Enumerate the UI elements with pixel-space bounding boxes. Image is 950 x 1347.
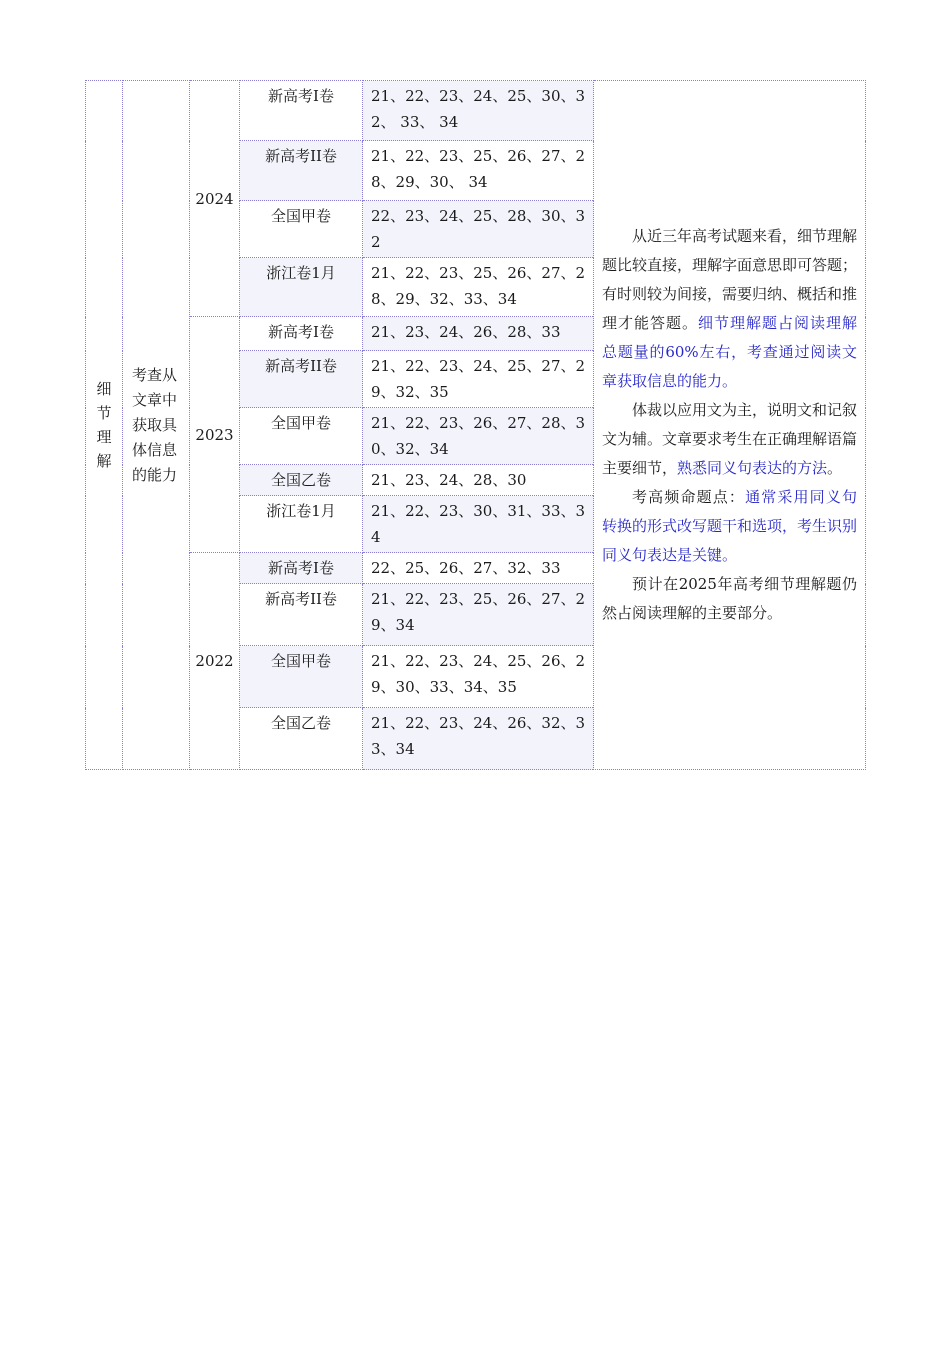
paper-name: 全国甲卷: [240, 646, 363, 708]
paper-name: 新高考I卷: [240, 317, 363, 351]
question-list: 21、22、23、25、26、27、29、34: [363, 584, 594, 646]
question-list: 21、22、23、26、27、28、30、32、34: [363, 408, 594, 465]
analysis-text: 体裁以应用文为主，说明文和记叙文为辅。文章要求考生在正确理解语篇主要细节，: [602, 401, 858, 477]
analysis-paragraph-1: [602, 222, 857, 396]
question-list: 21、22、23、24、25、27、29、32、35: [363, 351, 594, 408]
question-list: 21、22、23、25、26、27、28、29、32、33、34: [363, 258, 594, 317]
analysis-text: 预计在2025年高考细节理解题仍然占阅读理解的主要部分。: [602, 575, 857, 622]
paper-name: 新高考II卷: [240, 351, 363, 408]
analysis-highlight: 细节理解题占阅读理解总题量的60%左右，考查通过阅读文章获取信息的能力。: [602, 314, 857, 390]
table-row: [86, 81, 866, 141]
analysis-highlight: 通常采用同义句转换的形式改写题干和选项，考生识别同义句表达是关键。: [602, 488, 858, 564]
analysis-paragraph-3: [602, 483, 857, 570]
question-list: 21、23、24、26、28、33: [363, 317, 594, 351]
exam-analysis-table: [85, 80, 866, 770]
analysis-paragraph-4: [602, 570, 857, 628]
question-list: 21、22、23、25、26、27、28、29、30、 34: [363, 141, 594, 201]
analysis-cell: [594, 81, 866, 770]
question-list: 21、22、23、24、25、26、29、30、33、34、35: [363, 646, 594, 708]
paper-name: 新高考I卷: [240, 553, 363, 584]
question-list: 21、22、23、24、26、32、33、34: [363, 708, 594, 770]
analysis-highlight: 熟悉同义句表达的方法: [677, 459, 828, 477]
paper-name: 全国甲卷: [240, 201, 363, 258]
analysis-text: 从近三年高考试题来看，细节理解题比较直接，理解字面意思即可答题；有时则较为间接，需要归纳、概括和推理才能答题。: [602, 227, 858, 332]
year-cell: 2024: [190, 81, 240, 317]
analysis-text: 。: [827, 459, 843, 477]
year-cell: 2022: [190, 553, 240, 770]
analysis-paragraph-2: [602, 396, 857, 483]
ability-label: 考查从文章中获取具体信息的能力: [132, 365, 178, 484]
paper-name: 新高考I卷: [240, 81, 363, 141]
category-label: 细节理解: [96, 379, 112, 470]
paper-name: 浙江卷1月: [240, 496, 363, 553]
paper-name: 全国乙卷: [240, 465, 363, 496]
paper-name: 全国乙卷: [240, 708, 363, 770]
question-list: 21、23、24、28、30: [363, 465, 594, 496]
paper-name: 新高考II卷: [240, 141, 363, 201]
paper-name: 新高考II卷: [240, 584, 363, 646]
year-cell: 2023: [190, 317, 240, 553]
ability-cell: [123, 81, 190, 770]
question-list: 22、23、24、25、28、30、32: [363, 201, 594, 258]
category-cell: [86, 81, 123, 770]
analysis-text: 考高频命题点：: [632, 488, 746, 506]
paper-name: 浙江卷1月: [240, 258, 363, 317]
question-list: 22、25、26、27、32、33: [363, 553, 594, 584]
paper-name: 全国甲卷: [240, 408, 363, 465]
question-list: 21、22、23、30、31、33、34: [363, 496, 594, 553]
question-list: 21、22、23、24、25、30、32、 33、 34: [363, 81, 594, 141]
